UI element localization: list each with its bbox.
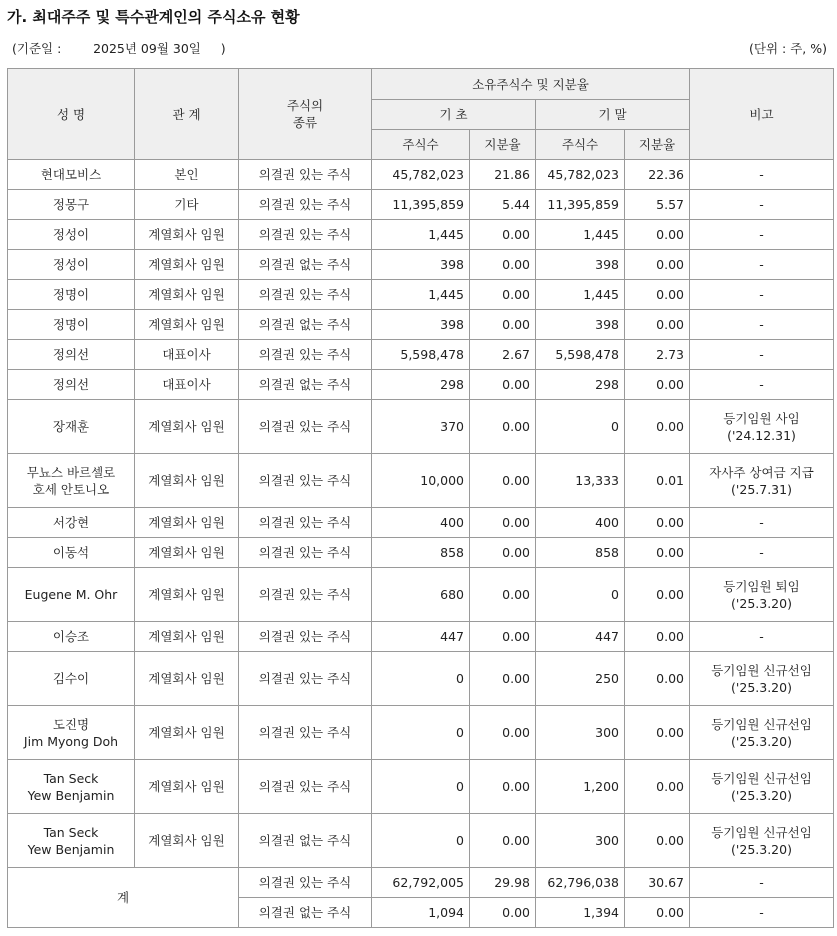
relation-cell: 계열회사 임원 — [135, 538, 239, 568]
table-row — [8, 706, 834, 760]
name-cell — [8, 190, 135, 220]
begin-ratio-cell: 21.86 — [470, 160, 536, 190]
relation-cell: 계열회사 임원 — [135, 568, 239, 622]
remark-cell — [690, 250, 834, 280]
stock-type-cell: 의결권 있는 주식 — [239, 622, 372, 652]
begin-shares-cell: 0 — [372, 814, 470, 868]
name-cell — [8, 310, 135, 340]
header-begin: 기 초 — [372, 100, 536, 130]
header-stock-type — [239, 69, 372, 160]
begin-shares-cell: 398 — [372, 310, 470, 340]
stock-type-cell: 의결권 있는 주식 — [239, 280, 372, 310]
remark-cell-line: ('24.12.31) — [727, 427, 796, 443]
name-cell-line: 정의선 — [52, 347, 90, 362]
remark-cell — [690, 706, 834, 760]
name-cell-line: 정몽구 — [52, 197, 90, 212]
end-shares-cell: 447 — [536, 622, 625, 652]
stock-type-cell: 의결권 있는 주식 — [239, 160, 372, 190]
remark-cell — [690, 814, 834, 868]
end-ratio-cell: 0.00 — [625, 508, 690, 538]
name-cell — [8, 538, 135, 568]
end-ratio-cell: 0.00 — [625, 220, 690, 250]
table-row — [8, 400, 834, 454]
relation-cell: 본인 — [135, 160, 239, 190]
remark-cell — [690, 568, 834, 622]
stock-type-cell: 의결권 없는 주식 — [239, 250, 372, 280]
remark-cell-line: 등기임원 신규선임 — [711, 662, 812, 678]
name-cell-line: 이동석 — [52, 545, 90, 560]
stock-type-cell: 의결권 있는 주식 — [239, 508, 372, 538]
relation-cell: 대표이사 — [135, 370, 239, 400]
table-row — [8, 568, 834, 622]
table-row — [8, 310, 834, 340]
begin-shares-cell: 447 — [372, 622, 470, 652]
remark-cell — [690, 538, 834, 568]
begin-shares-cell: 680 — [372, 568, 470, 622]
name-cell — [8, 454, 135, 508]
relation-cell: 기타 — [135, 190, 239, 220]
remark-cell — [690, 220, 834, 250]
header-remark: 비고 — [690, 69, 834, 160]
relation-cell: 계열회사 임원 — [135, 706, 239, 760]
begin-ratio-cell: 0.00 — [470, 622, 536, 652]
remark-cell — [690, 652, 834, 706]
remark-cell-line: 등기임원 퇴임 — [723, 578, 800, 594]
name-cell — [8, 370, 135, 400]
begin-ratio-cell: 5.44 — [470, 190, 536, 220]
begin-shares-cell: 858 — [372, 538, 470, 568]
remark-cell — [690, 340, 834, 370]
begin-shares-cell: 1,445 — [372, 280, 470, 310]
relation-cell: 계열회사 임원 — [135, 250, 239, 280]
end-ratio-cell: 5.57 — [625, 190, 690, 220]
end-shares-cell: 398 — [536, 250, 625, 280]
name-cell — [8, 706, 135, 760]
table-row — [8, 250, 834, 280]
name-cell-line: 정명이 — [52, 287, 90, 302]
end-shares-cell: 400 — [536, 508, 625, 538]
remark-cell-line: ('25.3.20) — [731, 595, 792, 611]
relation-cell: 계열회사 임원 — [135, 400, 239, 454]
stock-type-cell: 의결권 있는 주식 — [239, 868, 372, 898]
unit-label: (단위 : 주, %) — [749, 41, 827, 56]
stock-type-cell: 의결권 있는 주식 — [239, 568, 372, 622]
begin-shares-cell: 5,598,478 — [372, 340, 470, 370]
remark-cell — [690, 760, 834, 814]
remark-cell-line: - — [759, 197, 764, 212]
begin-shares-cell: 11,395,859 — [372, 190, 470, 220]
end-ratio-cell: 2.73 — [625, 340, 690, 370]
begin-ratio-cell: 0.00 — [470, 454, 536, 508]
header-name: 성 명 — [8, 69, 135, 160]
remark-cell-line: ('25.3.20) — [731, 679, 792, 695]
begin-ratio-cell: 0.00 — [470, 568, 536, 622]
remark-cell — [690, 400, 834, 454]
begin-shares-cell: 62,792,005 — [372, 868, 470, 898]
table-row — [8, 370, 834, 400]
end-shares-cell: 11,395,859 — [536, 190, 625, 220]
relation-cell: 계열회사 임원 — [135, 280, 239, 310]
remark-cell — [690, 622, 834, 652]
remark-cell-line: ('25.3.20) — [731, 733, 792, 749]
name-cell — [8, 400, 135, 454]
begin-ratio-cell: 0.00 — [470, 400, 536, 454]
header-end: 기 말 — [536, 100, 690, 130]
end-shares-cell: 5,598,478 — [536, 340, 625, 370]
header-holdings: 소유주식수 및 지분율 — [372, 69, 690, 100]
begin-shares-cell: 10,000 — [372, 454, 470, 508]
stock-type-cell: 의결권 있는 주식 — [239, 190, 372, 220]
begin-ratio-cell: 29.98 — [470, 868, 536, 898]
name-cell — [8, 622, 135, 652]
begin-ratio-cell: 0.00 — [470, 706, 536, 760]
remark-cell-line: 등기임원 신규선임 — [711, 824, 812, 840]
stock-type-cell: 의결권 있는 주식 — [239, 400, 372, 454]
table-header — [8, 69, 834, 160]
begin-ratio-cell: 0.00 — [470, 898, 536, 928]
table-row — [8, 538, 834, 568]
begin-ratio-cell: 0.00 — [470, 310, 536, 340]
begin-ratio-cell: 0.00 — [470, 370, 536, 400]
stock-type-cell: 의결권 있는 주식 — [239, 760, 372, 814]
end-ratio-cell: 0.01 — [625, 454, 690, 508]
end-shares-cell: 1,445 — [536, 280, 625, 310]
remark-cell-line: - — [759, 287, 764, 302]
end-ratio-cell: 30.67 — [625, 868, 690, 898]
end-shares-cell: 250 — [536, 652, 625, 706]
table-body — [8, 160, 834, 928]
header-stock-type-line-1: 주식의 — [286, 98, 324, 113]
end-shares-cell: 300 — [536, 814, 625, 868]
stock-type-cell: 의결권 있는 주식 — [239, 706, 372, 760]
name-cell — [8, 508, 135, 538]
relation-cell: 계열회사 임원 — [135, 622, 239, 652]
table-row — [8, 760, 834, 814]
end-ratio-cell: 0.00 — [625, 400, 690, 454]
name-cell-line: 정성이 — [52, 227, 90, 242]
begin-ratio-cell: 0.00 — [470, 250, 536, 280]
begin-shares-cell: 0 — [372, 760, 470, 814]
header-end-shares: 주식수 — [536, 130, 625, 160]
begin-shares-cell: 400 — [372, 508, 470, 538]
name-cell-line: 정의선 — [52, 377, 90, 392]
end-shares-cell: 13,333 — [536, 454, 625, 508]
header-begin-ratio: 지분율 — [470, 130, 536, 160]
name-cell-line: Jim Myong Doh — [23, 733, 119, 749]
table-row — [8, 814, 834, 868]
name-cell — [8, 250, 135, 280]
end-ratio-cell: 0.00 — [625, 622, 690, 652]
end-shares-cell: 398 — [536, 310, 625, 340]
total-label: 계 — [8, 868, 239, 928]
end-shares-cell: 45,782,023 — [536, 160, 625, 190]
remark-cell — [690, 454, 834, 508]
remark-cell — [690, 370, 834, 400]
header-begin-shares: 주식수 — [372, 130, 470, 160]
remark-cell-line: - — [759, 545, 764, 560]
stock-type-cell: 의결권 없는 주식 — [239, 370, 372, 400]
end-ratio-cell: 0.00 — [625, 652, 690, 706]
begin-ratio-cell: 0.00 — [470, 814, 536, 868]
begin-shares-cell: 298 — [372, 370, 470, 400]
name-cell-line: Yew Benjamin — [27, 787, 115, 803]
end-shares-cell: 1,200 — [536, 760, 625, 814]
name-cell — [8, 814, 135, 868]
name-cell-line: 현대모비스 — [40, 167, 102, 182]
end-ratio-cell: 0.00 — [625, 370, 690, 400]
relation-cell: 계열회사 임원 — [135, 220, 239, 250]
begin-ratio-cell: 0.00 — [470, 280, 536, 310]
stock-type-cell: 의결권 없는 주식 — [239, 898, 372, 928]
relation-cell: 계열회사 임원 — [135, 760, 239, 814]
stock-type-cell: 의결권 없는 주식 — [239, 310, 372, 340]
remark-cell-line: - — [759, 347, 764, 362]
begin-shares-cell: 0 — [372, 706, 470, 760]
end-shares-cell: 0 — [536, 400, 625, 454]
remark-cell-line: ('25.3.20) — [731, 787, 792, 803]
end-ratio-cell: 0.00 — [625, 280, 690, 310]
remark-cell-line: - — [759, 167, 764, 182]
remark-cell-line: 등기임원 신규선임 — [711, 716, 812, 732]
name-cell — [8, 568, 135, 622]
relation-cell: 계열회사 임원 — [135, 508, 239, 538]
remark-cell — [690, 160, 834, 190]
header-relation: 관 계 — [135, 69, 239, 160]
end-shares-cell: 298 — [536, 370, 625, 400]
remark-cell — [690, 508, 834, 538]
begin-ratio-cell: 0.00 — [470, 760, 536, 814]
begin-ratio-cell: 0.00 — [470, 220, 536, 250]
name-cell-line: 정성이 — [52, 257, 90, 272]
remark-cell — [690, 280, 834, 310]
name-cell — [8, 220, 135, 250]
name-cell-line: 호세 안토니오 — [32, 481, 110, 497]
end-ratio-cell: 0.00 — [625, 760, 690, 814]
end-ratio-cell: 0.00 — [625, 538, 690, 568]
remark-cell-line: - — [759, 257, 764, 272]
table-row — [8, 220, 834, 250]
table-row — [8, 508, 834, 538]
name-cell-line: Tan Seck — [43, 824, 99, 840]
remark-cell-line: 자사주 상여금 지급 — [709, 464, 814, 480]
remark-cell-line: - — [759, 377, 764, 392]
begin-shares-cell: 370 — [372, 400, 470, 454]
begin-ratio-cell: 2.67 — [470, 340, 536, 370]
base-date: (기준일 : 2025년 09월 30일 ) — [12, 41, 226, 56]
relation-cell: 계열회사 임원 — [135, 652, 239, 706]
name-cell-line: Tan Seck — [43, 770, 99, 786]
stock-type-cell: 의결권 있는 주식 — [239, 454, 372, 508]
begin-shares-cell: 1,445 — [372, 220, 470, 250]
end-ratio-cell: 0.00 — [625, 250, 690, 280]
name-cell — [8, 280, 135, 310]
end-ratio-cell: 0.00 — [625, 814, 690, 868]
remark-cell-line: ('25.3.20) — [731, 841, 792, 857]
end-shares-cell: 1,445 — [536, 220, 625, 250]
name-cell-line: Yew Benjamin — [27, 841, 115, 857]
stock-type-cell: 의결권 있는 주식 — [239, 220, 372, 250]
total-row — [8, 868, 834, 898]
page-title: 가. 최대주주 및 특수관계인의 주식소유 현황 — [7, 8, 300, 26]
begin-ratio-cell: 0.00 — [470, 508, 536, 538]
end-ratio-cell: 0.00 — [625, 898, 690, 928]
end-ratio-cell: 22.36 — [625, 160, 690, 190]
relation-cell: 계열회사 임원 — [135, 454, 239, 508]
header-stock-type-line-2: 종류 — [292, 115, 318, 130]
remark-cell-line: - — [759, 629, 764, 644]
end-ratio-cell: 0.00 — [625, 310, 690, 340]
begin-shares-cell: 0 — [372, 652, 470, 706]
remark-cell: - — [690, 868, 834, 898]
remark-cell — [690, 190, 834, 220]
remark-cell-line: - — [759, 317, 764, 332]
table-row — [8, 652, 834, 706]
table-row — [8, 454, 834, 508]
remark-cell — [690, 310, 834, 340]
remark-cell-line: ('25.7.31) — [731, 481, 792, 497]
name-cell-line: 김수이 — [52, 671, 90, 686]
relation-cell: 계열회사 임원 — [135, 310, 239, 340]
end-ratio-cell: 0.00 — [625, 706, 690, 760]
remark-cell-line: - — [759, 515, 764, 530]
stock-type-cell: 의결권 있는 주식 — [239, 652, 372, 706]
name-cell — [8, 760, 135, 814]
name-cell-line: 서강현 — [52, 515, 90, 530]
relation-cell: 대표이사 — [135, 340, 239, 370]
name-cell — [8, 652, 135, 706]
name-cell-line: 무뇨스 바르셀로 — [26, 464, 116, 480]
table-row — [8, 280, 834, 310]
stock-type-cell: 의결권 있는 주식 — [239, 340, 372, 370]
name-cell-line: 이승조 — [52, 629, 90, 644]
name-cell-line: Eugene M. Ohr — [24, 587, 118, 602]
name-cell-line: 정명이 — [52, 317, 90, 332]
table-row — [8, 190, 834, 220]
table-row — [8, 340, 834, 370]
name-cell-line: 장재훈 — [52, 419, 90, 434]
shareholding-table — [7, 68, 834, 928]
end-shares-cell: 1,394 — [536, 898, 625, 928]
relation-cell: 계열회사 임원 — [135, 814, 239, 868]
table-row — [8, 622, 834, 652]
table-row — [8, 160, 834, 190]
begin-shares-cell: 45,782,023 — [372, 160, 470, 190]
end-shares-cell: 62,796,038 — [536, 868, 625, 898]
begin-shares-cell: 398 — [372, 250, 470, 280]
header-end-ratio: 지분율 — [625, 130, 690, 160]
end-shares-cell: 0 — [536, 568, 625, 622]
remark-cell: - — [690, 898, 834, 928]
name-cell-line: 도진명 — [52, 716, 90, 732]
remark-cell-line: 등기임원 사임 — [723, 410, 800, 426]
end-shares-cell: 858 — [536, 538, 625, 568]
remark-cell-line: 등기임원 신규선임 — [711, 770, 812, 786]
begin-shares-cell: 1,094 — [372, 898, 470, 928]
begin-ratio-cell: 0.00 — [470, 652, 536, 706]
name-cell — [8, 340, 135, 370]
begin-ratio-cell: 0.00 — [470, 538, 536, 568]
end-ratio-cell: 0.00 — [625, 568, 690, 622]
stock-type-cell: 의결권 있는 주식 — [239, 538, 372, 568]
remark-cell-line: - — [759, 227, 764, 242]
stock-type-cell: 의결권 없는 주식 — [239, 814, 372, 868]
name-cell — [8, 160, 135, 190]
end-shares-cell: 300 — [536, 706, 625, 760]
